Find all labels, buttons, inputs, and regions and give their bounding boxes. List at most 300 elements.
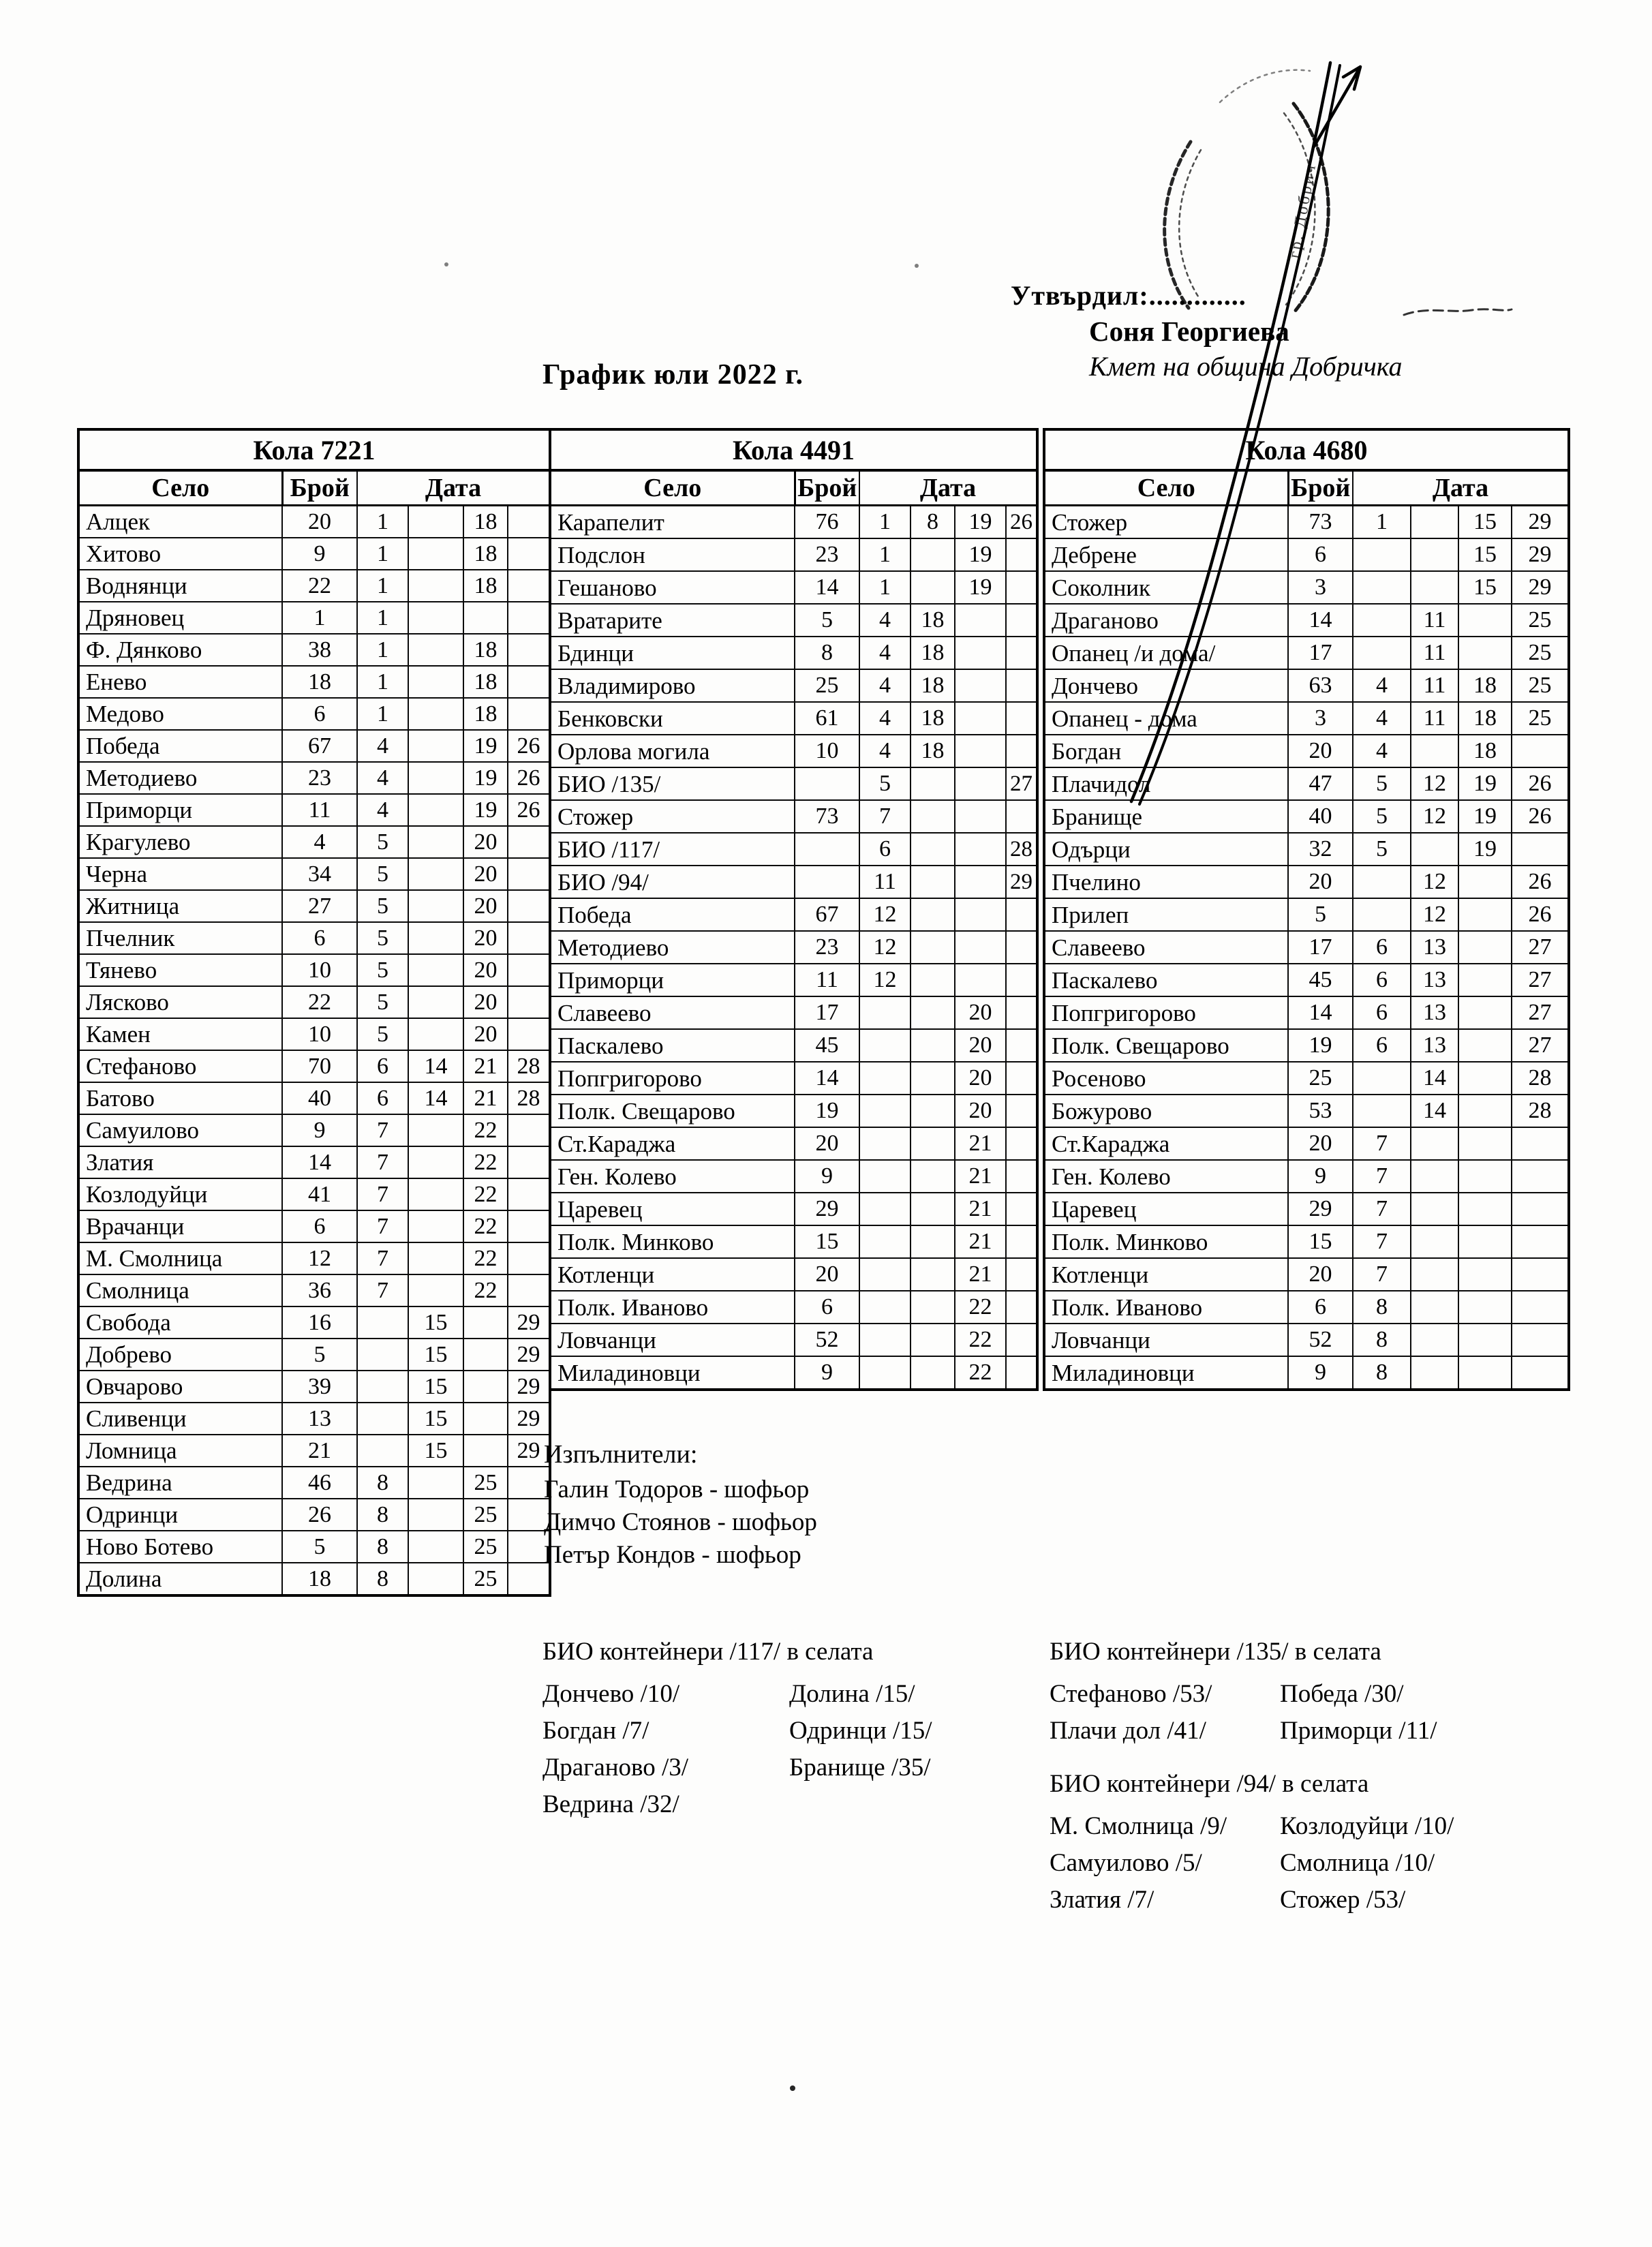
date-cell: 21 — [955, 1258, 1006, 1291]
count-cell: 36 — [282, 1274, 357, 1306]
table-row — [1044, 702, 1569, 735]
count-cell: 23 — [795, 538, 859, 571]
count-cell: 34 — [282, 858, 357, 890]
village-cell: Хитово — [78, 538, 282, 570]
date-cell — [1458, 1324, 1512, 1356]
village-cell: Карапелит — [550, 506, 795, 539]
table-row — [550, 637, 1037, 669]
date-cell — [1458, 1258, 1512, 1291]
date-cell — [508, 506, 550, 538]
village-cell: Пчелник — [78, 922, 282, 954]
date-header: Дата — [357, 470, 550, 506]
village-cell: Ген. Колево — [550, 1160, 795, 1193]
date-cell — [955, 637, 1006, 669]
table-row — [1044, 1193, 1569, 1225]
date-cell — [1458, 866, 1512, 898]
date-cell — [1006, 964, 1037, 996]
village-cell: Свобода — [78, 1306, 282, 1339]
bio-left-item: Драганово /3/ — [542, 1754, 689, 1782]
date-cell: 7 — [357, 1274, 408, 1306]
table-row — [550, 1062, 1037, 1095]
count-cell: 4 — [282, 826, 357, 858]
count-cell: 20 — [1288, 735, 1353, 767]
date-cell: 26 — [1512, 800, 1569, 833]
count-cell: 20 — [1288, 1258, 1353, 1291]
date-cell — [463, 602, 508, 634]
date-cell: 28 — [508, 1082, 550, 1114]
village-cell: Козлодуйци — [78, 1178, 282, 1210]
date-cell — [1458, 1193, 1512, 1225]
count-cell: 9 — [282, 538, 357, 570]
count-cell: 16 — [282, 1306, 357, 1339]
date-cell — [508, 1114, 550, 1146]
date-cell: 6 — [357, 1082, 408, 1114]
count-cell: 25 — [795, 669, 859, 702]
date-cell: 11 — [859, 866, 911, 898]
date-cell: 14 — [408, 1082, 463, 1114]
date-cell — [408, 730, 463, 762]
bio-left-item: Богдан /7/ — [542, 1717, 649, 1745]
bio-left-item: Дончево /10/ — [542, 1680, 680, 1708]
village-cell: Царевец — [550, 1193, 795, 1225]
table-row — [1044, 1225, 1569, 1258]
date-cell — [1006, 538, 1037, 571]
count-cell: 14 — [795, 1062, 859, 1095]
date-cell — [911, 1160, 955, 1193]
date-cell — [859, 996, 911, 1029]
date-cell: 15 — [408, 1371, 463, 1403]
count-cell: 6 — [282, 1210, 357, 1242]
date-cell: 4 — [357, 730, 408, 762]
date-cell — [911, 931, 955, 964]
executors-heading: Изпълнители: — [544, 1440, 698, 1469]
table-row — [78, 1082, 550, 1114]
bio-right-item: Смолница /10/ — [1280, 1849, 1435, 1877]
page-title: График юли 2022 г. — [542, 359, 804, 391]
date-cell: 20 — [463, 954, 508, 986]
date-cell: 1 — [357, 634, 408, 666]
date-cell — [955, 767, 1006, 800]
date-cell: 4 — [357, 794, 408, 826]
date-cell: 20 — [955, 1062, 1006, 1095]
date-cell: 18 — [463, 506, 508, 538]
date-cell: 28 — [1512, 1095, 1569, 1127]
date-cell — [911, 1225, 955, 1258]
table-row — [550, 506, 1037, 539]
count-cell: 22 — [282, 570, 357, 602]
date-cell — [1411, 735, 1458, 767]
date-cell — [463, 1371, 508, 1403]
bio-line — [542, 1715, 932, 1752]
date-cell: 6 — [1353, 964, 1411, 996]
village-cell: Драганово — [1044, 604, 1288, 637]
count-cell: 41 — [282, 1178, 357, 1210]
table-row — [550, 1291, 1037, 1324]
table-row — [78, 1242, 550, 1274]
date-cell — [911, 767, 955, 800]
date-cell — [508, 666, 550, 698]
table-row — [78, 1178, 550, 1210]
date-cell — [408, 858, 463, 890]
table-row — [78, 1146, 550, 1178]
table-row — [78, 1435, 550, 1467]
count-cell: 22 — [282, 986, 357, 1018]
date-cell — [1006, 1324, 1037, 1356]
count-cell: 6 — [1288, 1291, 1353, 1324]
date-cell: 25 — [1512, 637, 1569, 669]
date-cell: 13 — [1411, 931, 1458, 964]
date-cell — [911, 1029, 955, 1062]
date-cell: 15 — [408, 1403, 463, 1435]
date-cell — [1512, 1127, 1569, 1160]
count-cell: 20 — [282, 506, 357, 538]
date-cell — [955, 735, 1006, 767]
table-row — [78, 826, 550, 858]
table-row — [1044, 1258, 1569, 1291]
date-cell — [1512, 1291, 1569, 1324]
village-cell: Котленци — [550, 1258, 795, 1291]
date-cell: 7 — [1353, 1258, 1411, 1291]
date-cell — [463, 1339, 508, 1371]
date-cell: 26 — [1512, 898, 1569, 931]
date-cell — [408, 762, 463, 794]
date-cell: 22 — [463, 1210, 508, 1242]
date-cell: 4 — [1353, 702, 1411, 735]
date-cell — [408, 1114, 463, 1146]
date-cell — [1512, 1356, 1569, 1390]
date-cell: 14 — [408, 1050, 463, 1082]
table-row — [1044, 571, 1569, 604]
date-cell: 4 — [859, 702, 911, 735]
date-cell: 7 — [357, 1210, 408, 1242]
date-cell: 11 — [1411, 637, 1458, 669]
date-cell: 21 — [955, 1127, 1006, 1160]
date-cell — [408, 1467, 463, 1499]
date-cell: 29 — [508, 1339, 550, 1371]
date-cell: 6 — [1353, 931, 1411, 964]
bio-left-item: М. Смолница /9/ — [1050, 1812, 1227, 1840]
date-cell — [1512, 1258, 1569, 1291]
date-cell — [1006, 669, 1037, 702]
count-cell: 9 — [1288, 1356, 1353, 1390]
date-cell: 18 — [911, 735, 955, 767]
date-cell — [859, 1258, 911, 1291]
date-cell: 5 — [357, 986, 408, 1018]
table-row — [550, 964, 1037, 996]
date-cell — [508, 698, 550, 730]
date-cell — [1411, 1160, 1458, 1193]
bio-rows — [542, 1678, 932, 1825]
village-cell: Бенковски — [550, 702, 795, 735]
date-cell: 20 — [955, 1029, 1006, 1062]
table-row — [1044, 1291, 1569, 1324]
date-cell: 1 — [357, 666, 408, 698]
date-cell: 20 — [955, 1095, 1006, 1127]
date-cell: 22 — [463, 1178, 508, 1210]
count-cell: 11 — [282, 794, 357, 826]
date-cell — [1006, 1356, 1037, 1390]
executors-list — [544, 1473, 817, 1572]
count-cell: 9 — [795, 1160, 859, 1193]
village-cell: М. Смолница — [78, 1242, 282, 1274]
village-cell: Росеново — [1044, 1062, 1288, 1095]
date-cell — [508, 538, 550, 570]
village-cell: Орлова могила — [550, 735, 795, 767]
bio-right-item: Козлодуйци /10/ — [1280, 1812, 1454, 1840]
village-cell: Ново Ботево — [78, 1531, 282, 1563]
date-cell — [955, 800, 1006, 833]
village-cell: Стефаново — [78, 1050, 282, 1082]
date-cell: 29 — [1512, 538, 1569, 571]
table-row — [550, 833, 1037, 866]
car-title: Кола 4680 — [1044, 429, 1569, 470]
bio-line — [542, 1752, 932, 1788]
count-cell: 15 — [795, 1225, 859, 1258]
village-cell: Житница — [78, 890, 282, 922]
count-cell: 18 — [282, 666, 357, 698]
table-row — [78, 570, 550, 602]
date-cell — [859, 1225, 911, 1258]
date-cell — [408, 890, 463, 922]
date-cell: 18 — [1458, 735, 1512, 767]
table-row — [1044, 669, 1569, 702]
date-cell — [408, 922, 463, 954]
date-cell: 27 — [1512, 1029, 1569, 1062]
date-cell — [955, 702, 1006, 735]
date-cell: 7 — [1353, 1225, 1411, 1258]
date-cell: 7 — [1353, 1160, 1411, 1193]
date-cell — [1006, 1225, 1037, 1258]
date-cell: 5 — [357, 858, 408, 890]
village-cell: Ф. Дянково — [78, 634, 282, 666]
count-cell: 9 — [795, 1356, 859, 1390]
village-cell: Добрево — [78, 1339, 282, 1371]
date-cell: 19 — [1458, 833, 1512, 866]
date-cell: 21 — [955, 1225, 1006, 1258]
date-cell — [408, 1146, 463, 1178]
date-cell — [1458, 1095, 1512, 1127]
count-cell: 47 — [1288, 767, 1353, 800]
date-cell — [408, 1242, 463, 1274]
bio-line — [1050, 1715, 1437, 1752]
count-cell: 73 — [1288, 506, 1353, 539]
count-cell: 46 — [282, 1467, 357, 1499]
date-cell — [1458, 1225, 1512, 1258]
date-cell: 1 — [357, 698, 408, 730]
date-cell — [1458, 964, 1512, 996]
village-cell: Подслон — [550, 538, 795, 571]
date-cell — [1458, 1160, 1512, 1193]
table-row — [550, 1356, 1037, 1390]
village-cell: Приморци — [78, 794, 282, 826]
date-cell: 1 — [859, 571, 911, 604]
count-cell: 38 — [282, 634, 357, 666]
village-cell: Победа — [550, 898, 795, 931]
stamp-right-arc-icon — [1294, 104, 1328, 312]
date-cell — [1006, 1062, 1037, 1095]
date-cell: 29 — [508, 1403, 550, 1435]
date-cell — [357, 1403, 408, 1435]
count-cell: 18 — [282, 1563, 357, 1595]
date-cell: 12 — [859, 931, 911, 964]
date-cell — [911, 1095, 955, 1127]
stamp-top-fragment-icon — [1220, 70, 1310, 102]
schedule-table-2 — [549, 428, 1039, 1391]
date-cell: 11 — [1411, 669, 1458, 702]
approved-by-label: Утвърдил:............. — [1011, 280, 1246, 311]
village-cell: Миладиновци — [1044, 1356, 1288, 1390]
count-cell: 5 — [282, 1339, 357, 1371]
count-header: Брой — [795, 470, 859, 506]
date-cell: 18 — [911, 637, 955, 669]
date-cell — [1458, 931, 1512, 964]
date-cell: 1 — [357, 538, 408, 570]
date-cell — [508, 890, 550, 922]
date-cell — [911, 1062, 955, 1095]
date-cell — [911, 571, 955, 604]
village-cell: Батово — [78, 1082, 282, 1114]
bio-rows — [1050, 1678, 1437, 1752]
date-cell: 18 — [463, 666, 508, 698]
date-cell: 6 — [859, 833, 911, 866]
date-cell: 27 — [1512, 931, 1569, 964]
date-cell: 18 — [911, 702, 955, 735]
table-row — [550, 1225, 1037, 1258]
village-cell: Камен — [78, 1018, 282, 1050]
date-cell — [463, 1306, 508, 1339]
driver-line: Галин Тодоров - шофьор — [544, 1476, 810, 1503]
bio-left-item: Ведрина /32/ — [542, 1790, 679, 1818]
date-cell: 6 — [1353, 1029, 1411, 1062]
village-cell: Черна — [78, 858, 282, 890]
date-cell: 29 — [1512, 571, 1569, 604]
village-cell: Алцек — [78, 506, 282, 538]
date-cell: 4 — [859, 669, 911, 702]
date-cell: 5 — [1353, 833, 1411, 866]
date-cell — [463, 1435, 508, 1467]
table-row — [1044, 931, 1569, 964]
date-cell — [1353, 538, 1411, 571]
date-cell — [955, 866, 1006, 898]
village-cell: Смолница — [78, 1274, 282, 1306]
count-cell: 70 — [282, 1050, 357, 1082]
date-cell: 22 — [463, 1146, 508, 1178]
date-cell: 20 — [463, 922, 508, 954]
schedule-table-1 — [77, 428, 551, 1597]
village-cell: Полк. Иваново — [1044, 1291, 1288, 1324]
date-cell: 25 — [463, 1467, 508, 1499]
car-title-row — [1044, 429, 1569, 470]
date-cell: 5 — [1353, 800, 1411, 833]
date-cell — [911, 1324, 955, 1356]
date-cell — [1006, 800, 1037, 833]
village-header: Село — [550, 470, 795, 506]
bio-right-item: Победа /30/ — [1280, 1680, 1404, 1708]
count-cell: 15 — [1288, 1225, 1353, 1258]
date-cell — [408, 1531, 463, 1563]
table-row — [78, 1563, 550, 1595]
table-row — [1044, 767, 1569, 800]
village-cell: Гешаново — [550, 571, 795, 604]
date-cell — [1411, 1356, 1458, 1390]
date-header: Дата — [1353, 470, 1569, 506]
date-cell — [508, 1274, 550, 1306]
date-cell: 15 — [408, 1339, 463, 1371]
count-cell: 5 — [282, 1531, 357, 1563]
date-cell: 18 — [463, 634, 508, 666]
bio-right-item: Стожер /53/ — [1280, 1886, 1406, 1914]
village-cell: Владимирово — [550, 669, 795, 702]
date-cell — [508, 858, 550, 890]
village-cell: Ловчанци — [1044, 1324, 1288, 1356]
bio-rows — [1050, 1810, 1454, 1921]
date-cell: 29 — [1006, 866, 1037, 898]
date-cell — [357, 1435, 408, 1467]
date-cell — [408, 698, 463, 730]
date-cell — [1006, 1193, 1037, 1225]
date-cell — [955, 964, 1006, 996]
village-cell: БИО /94/ — [550, 866, 795, 898]
table-row — [78, 506, 550, 538]
date-cell: 19 — [955, 538, 1006, 571]
date-cell: 18 — [911, 604, 955, 637]
village-cell: Овчарово — [78, 1371, 282, 1403]
date-cell: 19 — [955, 506, 1006, 539]
table-row — [1044, 833, 1569, 866]
date-cell — [1512, 1324, 1569, 1356]
date-cell — [1458, 996, 1512, 1029]
village-cell: Бдинци — [550, 637, 795, 669]
date-cell — [1353, 1062, 1411, 1095]
date-cell — [1006, 1127, 1037, 1160]
date-cell — [911, 1291, 955, 1324]
table-row — [78, 1339, 550, 1371]
village-cell: Паскалево — [550, 1029, 795, 1062]
count-cell: 53 — [1288, 1095, 1353, 1127]
table-row — [550, 1258, 1037, 1291]
stamp-right-arc-inner-icon — [1284, 113, 1315, 305]
count-cell: 26 — [282, 1499, 357, 1531]
village-cell: Ст.Караджа — [1044, 1127, 1288, 1160]
date-cell — [508, 1178, 550, 1210]
count-cell: 10 — [795, 735, 859, 767]
count-cell: 5 — [1288, 898, 1353, 931]
count-cell: 45 — [795, 1029, 859, 1062]
stamp-text: гр. Добрич — [1285, 162, 1320, 260]
date-cell — [508, 1146, 550, 1178]
village-cell: Полк. Свещарово — [1044, 1029, 1288, 1062]
date-cell: 18 — [463, 698, 508, 730]
date-cell — [408, 986, 463, 1018]
table-row — [1044, 604, 1569, 637]
date-cell: 22 — [463, 1114, 508, 1146]
village-cell: Крагулево — [78, 826, 282, 858]
column-header-row — [78, 470, 550, 506]
count-cell: 17 — [1288, 637, 1353, 669]
date-cell: 19 — [955, 571, 1006, 604]
table-row — [550, 538, 1037, 571]
date-cell — [1411, 1324, 1458, 1356]
table-row — [1044, 1029, 1569, 1062]
date-cell: 1 — [859, 538, 911, 571]
count-cell: 19 — [795, 1095, 859, 1127]
table-row — [78, 794, 550, 826]
date-cell: 8 — [357, 1563, 408, 1595]
date-cell: 21 — [463, 1050, 508, 1082]
bio-left-item: Самуилово /5/ — [1050, 1849, 1202, 1877]
table-row — [78, 1499, 550, 1531]
date-cell — [859, 1127, 911, 1160]
